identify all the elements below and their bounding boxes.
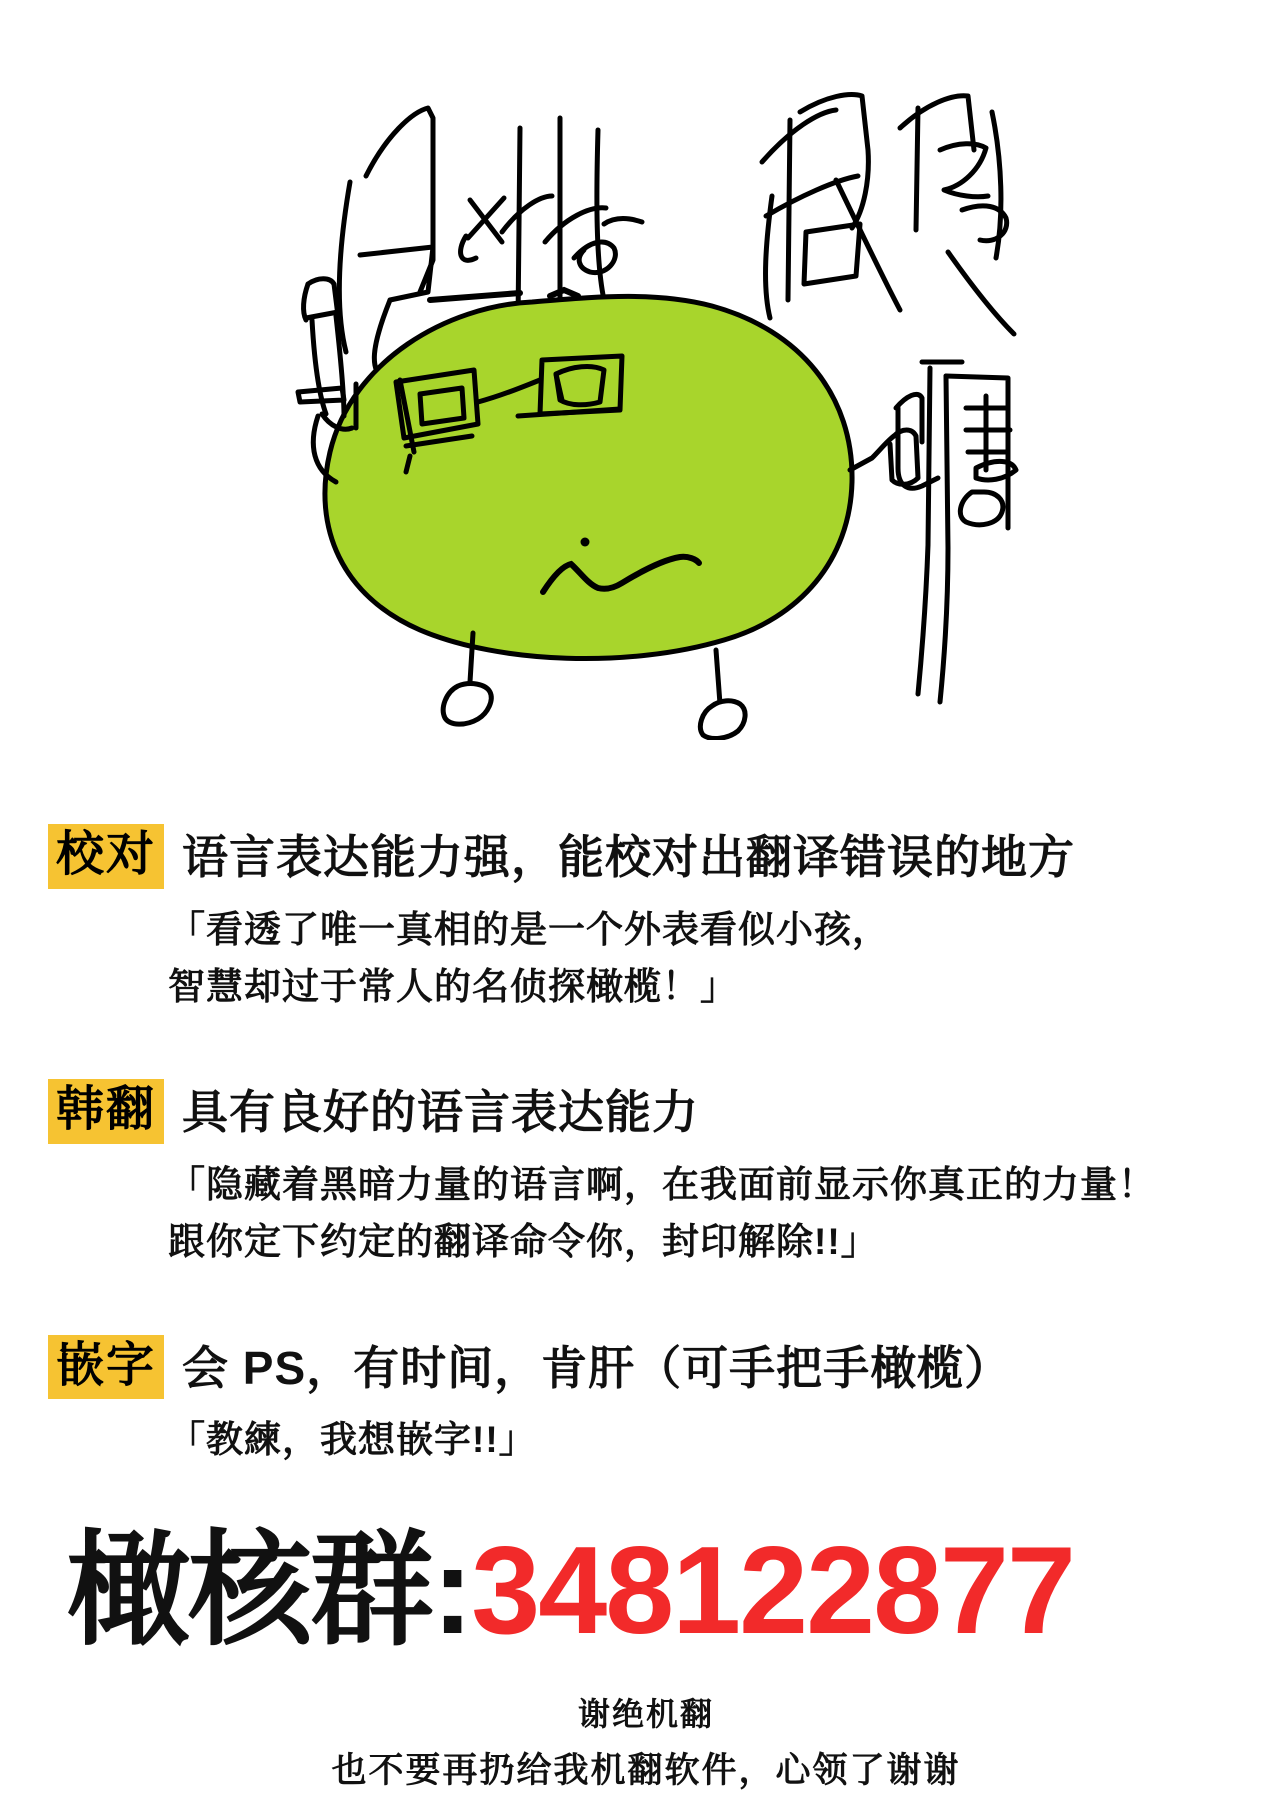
olive-mascot-body [325,290,852,659]
section-translator [48,1079,1244,1270]
footer-notes [48,1689,1244,1793]
role-tag-typesetter: 嵌字 [48,1335,164,1400]
right-arm-doodle [850,430,918,484]
role-requirement-typesetter: 会 PS，有时间，肯肝（可手把手橄榄） [182,1341,1012,1394]
section-proofreader-row [48,824,1244,889]
role-quote-typesetter [168,1411,1244,1468]
role-tag-proofreader: 校对 [48,824,164,889]
group-label: 橄核群: [66,1521,472,1660]
quote-line: 「看透了唯一真相的是一个外表看似小孩， [168,908,890,950]
olive-blob [325,296,852,658]
scribble-sign-doodle [896,362,1016,702]
section-translator-row [48,1079,1244,1144]
role-requirement-proofreader: 语言表达能力强，能校对出翻译错误的地方 [182,831,1076,883]
role-tag-translator: 韩翻 [48,1079,164,1144]
role-quote-proofreader [168,901,1244,1016]
section-typesetter-row [48,1335,1244,1400]
footer-note-1: 谢绝机翻 [577,1695,714,1732]
quote-line: 智慧却过于常人的名侦探橄榄！」 [168,965,738,1007]
footer-note-2: 也不要再扔给我机翻软件，心领了谢谢 [331,1750,961,1790]
role-requirement-translator: 具有良好的语言表达能力 [182,1086,700,1139]
group-number: 348122877 [471,1521,1074,1660]
section-typesetter [48,1335,1244,1469]
group-contact [48,1521,1244,1660]
quote-line: 「隐藏着黑暗力量的语言啊，在我面前显示你真正的力量！ [168,1163,1156,1205]
quote-line: 跟你定下约定的翻译命令你，封印解除!!」 [168,1221,879,1263]
quote-line: 「教練，我想嵌字!!」 [168,1419,537,1461]
section-proofreader [48,824,1244,1015]
doodle-illustration [0,0,1280,740]
recruitment-sections [0,824,1280,1793]
role-quote-translator [168,1156,1244,1271]
